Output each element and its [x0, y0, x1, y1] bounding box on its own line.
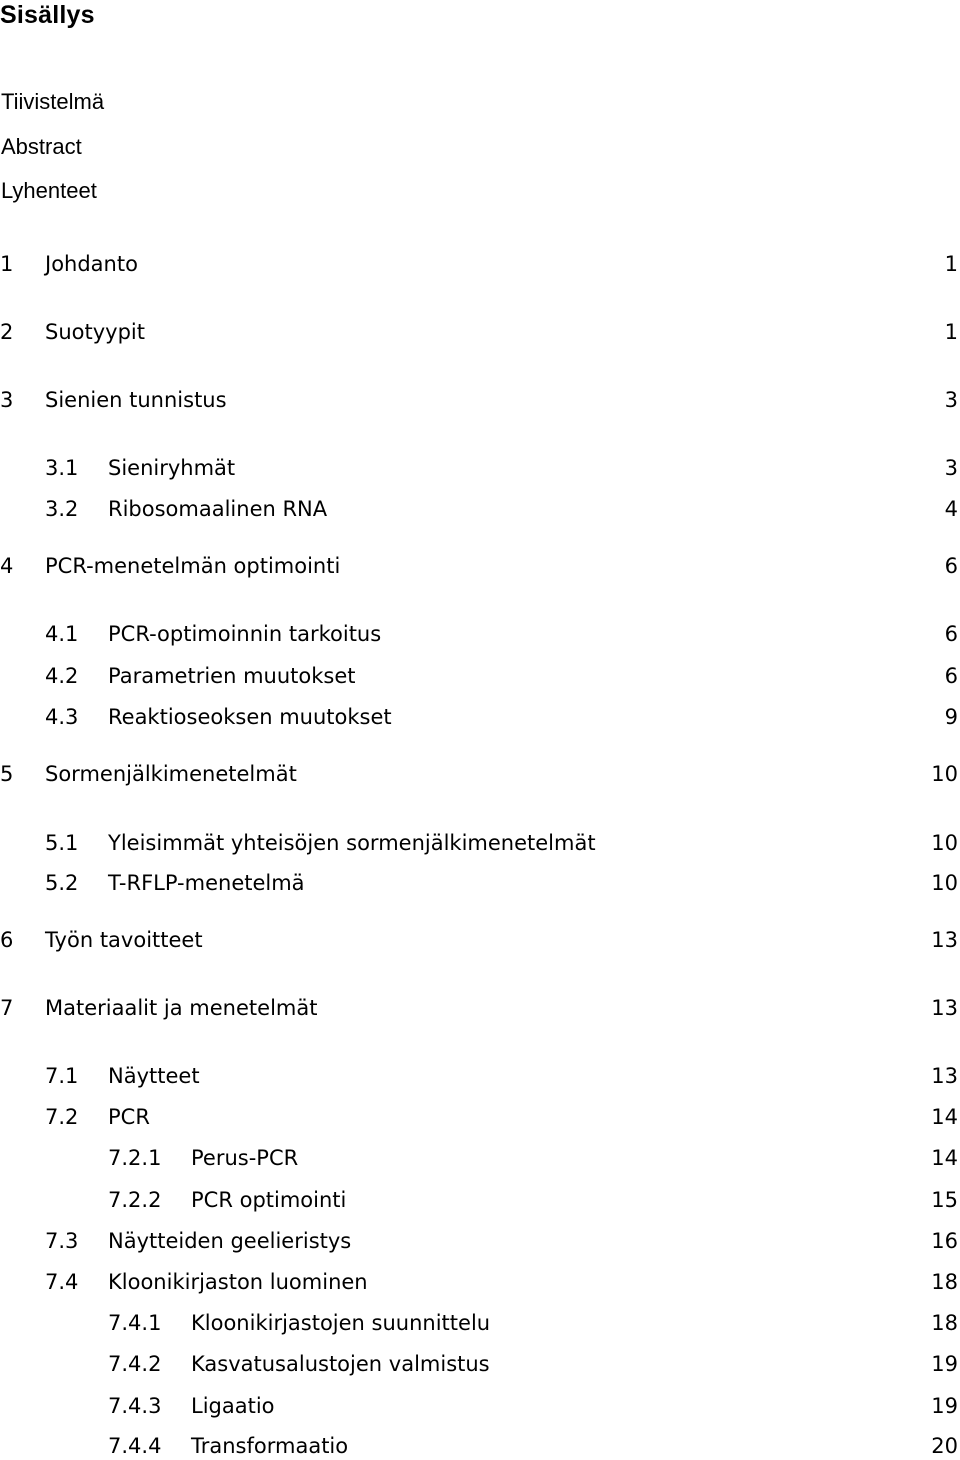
toc-entry-number: 4.3 — [45, 705, 79, 729]
toc-entry[interactable] — [0, 1392, 958, 1420]
front-matter-item-tiivistelma[interactable]: Tiivistelmä — [1, 89, 105, 114]
toc-entry-title: PCR optimointi — [191, 1188, 347, 1212]
toc-entry-title: T-RFLP-menetelmä — [108, 871, 305, 895]
front-matter-item-lyhenteet[interactable]: Lyhenteet — [1, 178, 97, 203]
toc-entry-number: 7 — [0, 996, 14, 1020]
toc-entry[interactable] — [0, 703, 958, 731]
toc-entry[interactable] — [0, 1186, 958, 1214]
toc-entry-title: PCR-menetelmän optimointi — [45, 554, 341, 578]
toc-entry-number: 4.2 — [45, 664, 79, 688]
toc-entry-page: 15 — [931, 1188, 958, 1212]
toc-entry-number: 3.2 — [45, 497, 79, 521]
toc-entry-page: 3 — [944, 388, 958, 412]
toc-entry[interactable] — [0, 386, 958, 414]
toc-entry-title: Näytteet — [108, 1064, 200, 1088]
toc-entry-page: 1 — [944, 252, 958, 276]
page-title: Sisällys — [0, 1, 95, 29]
toc-entry-page: 14 — [931, 1105, 958, 1129]
toc-entry-title: Suotyypit — [45, 320, 145, 344]
toc-entry-page: 10 — [931, 762, 958, 786]
toc-entry-number: 6 — [0, 928, 14, 952]
toc-entry[interactable] — [0, 454, 958, 482]
toc-entry-number: 7.3 — [45, 1229, 79, 1253]
toc-entry-number: 3.1 — [45, 456, 79, 480]
toc-entry-title: Ligaatio — [191, 1394, 275, 1418]
toc-entry-number: 7.4 — [45, 1270, 79, 1294]
toc-entry-title: Ribosomaalinen RNA — [108, 497, 328, 521]
toc-entry-page: 9 — [944, 705, 958, 729]
toc-entry-number: 5.2 — [45, 871, 79, 895]
toc-entry-page: 18 — [931, 1311, 958, 1335]
toc-entry[interactable] — [0, 1432, 958, 1460]
toc-entry[interactable] — [0, 1227, 958, 1255]
toc-entry-page: 13 — [931, 928, 958, 952]
toc-entry-title: PCR-optimoinnin tarkoitus — [108, 622, 382, 646]
toc-entry-number: 7.4.3 — [108, 1394, 162, 1418]
toc-entry[interactable] — [0, 1103, 958, 1131]
toc-entry[interactable] — [0, 662, 958, 690]
toc-entry-page: 10 — [931, 871, 958, 895]
toc-entry[interactable] — [0, 1309, 958, 1337]
toc-entry[interactable] — [0, 829, 958, 857]
toc-entry-title: Näytteiden geelieristys — [108, 1229, 352, 1253]
toc-entry[interactable] — [0, 1144, 958, 1172]
toc-entry[interactable] — [0, 318, 958, 346]
toc-entry-number: 5.1 — [45, 831, 79, 855]
toc-entry-page: 19 — [931, 1352, 958, 1376]
toc-entry-page: 13 — [931, 1064, 958, 1088]
toc-entry[interactable] — [0, 760, 958, 788]
toc-entry-title: Sormenjälkimenetelmät — [45, 762, 297, 786]
toc-entry-number: 5 — [0, 762, 14, 786]
toc-entry[interactable] — [0, 552, 958, 580]
toc-entry-number: 2 — [0, 320, 14, 344]
toc-entry[interactable] — [0, 994, 958, 1022]
toc-entry[interactable] — [0, 250, 958, 278]
toc-entry-title: Työn tavoitteet — [45, 928, 203, 952]
toc-entry-title: Transformaatio — [191, 1434, 349, 1458]
toc-entry-title: Johdanto — [45, 252, 138, 276]
toc-entry-title: Kloonikirjaston luominen — [108, 1270, 368, 1294]
toc-entry-page: 14 — [931, 1146, 958, 1170]
toc-entry-title: Reaktioseoksen muutokset — [108, 705, 392, 729]
toc-entry-title: Sieniryhmät — [108, 456, 236, 480]
toc-entry[interactable] — [0, 1062, 958, 1090]
toc-entry[interactable] — [0, 620, 958, 648]
toc-entry-number: 4.1 — [45, 622, 79, 646]
toc-entry-number: 7.4.1 — [108, 1311, 162, 1335]
toc-entry-number: 3 — [0, 388, 14, 412]
toc-entry-title: Kasvatusalustojen valmistus — [191, 1352, 490, 1376]
toc-entry-title: Sienien tunnistus — [45, 388, 227, 412]
toc-entry-number: 7.2.2 — [108, 1188, 162, 1212]
toc-entry-title: Yleisimmät yhteisöjen sormenjälkimenetelmät — [108, 831, 596, 855]
toc-entry-page: 1 — [944, 320, 958, 344]
toc-entry-page: 16 — [931, 1229, 958, 1253]
toc-entry[interactable] — [0, 869, 958, 897]
toc-entry-number: 7.1 — [45, 1064, 79, 1088]
toc-entry-number: 7.4.4 — [108, 1434, 162, 1458]
toc-entry-page: 20 — [931, 1434, 958, 1458]
toc-entry-number: 1 — [0, 252, 14, 276]
toc-entry-page: 6 — [944, 664, 958, 688]
toc-entry-title: PCR — [108, 1105, 150, 1129]
toc-entry-page: 10 — [931, 831, 958, 855]
toc-entry-number: 7.2 — [45, 1105, 79, 1129]
toc-entry[interactable] — [0, 1268, 958, 1296]
toc-entry-page: 6 — [944, 554, 958, 578]
toc-entry-page: 19 — [931, 1394, 958, 1418]
toc-entry-number: 4 — [0, 554, 14, 578]
toc-entry-number: 7.2.1 — [108, 1146, 162, 1170]
toc-entry[interactable] — [0, 495, 958, 523]
toc-entry-page: 18 — [931, 1270, 958, 1294]
toc-entry-page: 3 — [944, 456, 958, 480]
toc-entry-title: Kloonikirjastojen suunnittelu — [191, 1311, 491, 1335]
toc-entry-page: 4 — [944, 497, 958, 521]
toc-entry-page: 6 — [944, 622, 958, 646]
toc-entry[interactable] — [0, 1350, 958, 1378]
toc-entry-page: 13 — [931, 996, 958, 1020]
toc-entry-number: 7.4.2 — [108, 1352, 162, 1376]
toc-entry-title: Materiaalit ja menetelmät — [45, 996, 318, 1020]
toc-entry[interactable] — [0, 926, 958, 954]
toc-entry-title: Perus-PCR — [191, 1146, 299, 1170]
front-matter-item-abstract[interactable]: Abstract — [1, 134, 82, 159]
toc-entry-title: Parametrien muutokset — [108, 664, 356, 688]
